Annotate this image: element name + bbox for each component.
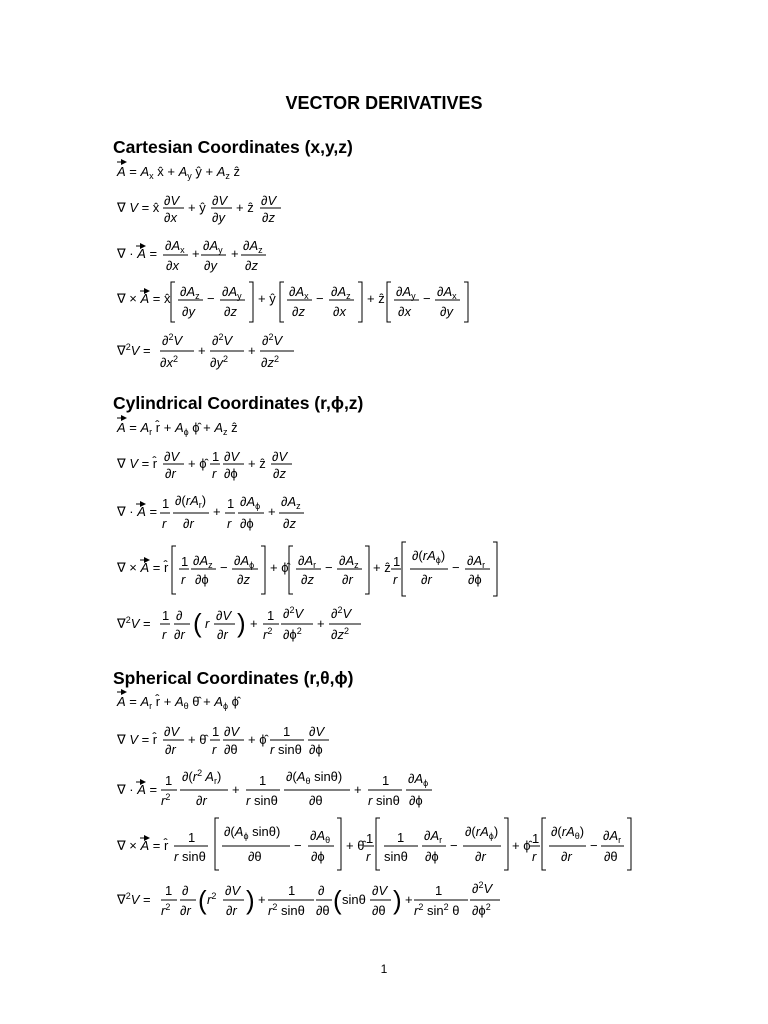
svg-text:∂ϕ: ∂ϕ: [240, 516, 254, 531]
svg-text:∂r: ∂r: [217, 627, 228, 642]
cartesian-divergence-equation: [116, 238, 266, 273]
svg-text:∂ϕ2: $\partial\phi^2$: [283, 626, 302, 642]
svg-text:+: +: [232, 782, 240, 797]
svg-text:∂ϕ: ∂ϕ: [409, 793, 423, 808]
svg-text:∂z2: $\partial z^2$: [261, 354, 279, 370]
svg-text:∂r: ∂r: [180, 903, 191, 918]
svg-text:∂r: ∂r: [183, 516, 194, 531]
svg-text:1: 1: [227, 496, 235, 511]
svg-text:∇ · A =: ∇ · A =: [117, 504, 158, 519]
svg-text:1: 1: [259, 773, 267, 788]
svg-text:r2: $r^2$: [161, 902, 171, 918]
svg-text:∂: ∂: [182, 883, 189, 898]
svg-text:+: +: [250, 616, 258, 631]
svg-text:∂Az: $\partial A_z$: [339, 553, 359, 570]
svg-text:∂V: ∂V: [372, 883, 388, 898]
svg-text:∂: ∂: [318, 883, 325, 898]
svg-text:∂V: ∂V: [261, 193, 277, 208]
svg-text:1: 1: [288, 883, 296, 898]
svg-text:∂2V: ∂$^2$V: [472, 880, 493, 896]
svg-text:∇ V = x̂: ∇ V = x̂: [117, 200, 160, 215]
svg-text:∂ϕ: ∂ϕ: [224, 466, 238, 481]
svg-text:∂(Aϕ sinθ): $\partial(A_\phi$ sinθ): [224, 824, 281, 841]
svg-text:r2 sinθ: $r^2$ sinθ: [268, 902, 305, 918]
svg-text:∂Ar: $\partial A_r$: [424, 828, 443, 845]
svg-text:r2: $r^2$: [207, 891, 217, 907]
svg-text:(: (: [333, 885, 342, 915]
svg-text:∇ × A = r̂: ∇ × A = r̂: [117, 560, 169, 575]
page-number: 1: [380, 962, 388, 976]
svg-text:∇ V = r̂: ∇ V = r̂: [117, 456, 158, 471]
svg-text:): ): [246, 885, 255, 915]
svg-text:r: r: [212, 742, 217, 757]
svg-text:+: +: [192, 246, 200, 261]
svg-text:1: 1: [532, 831, 540, 846]
svg-text:+ ẑ: + ẑ: [236, 200, 254, 215]
svg-text:1: 1: [188, 830, 196, 845]
svg-text:sinθ: sinθ: [342, 892, 366, 907]
svg-text:−: −: [220, 560, 228, 575]
svg-text:−: −: [452, 560, 460, 575]
svg-text:∂Aϕ: $\partial A_\phi$: [408, 771, 429, 788]
svg-text:∂Aϕ: $\partial A_\phi$: [240, 494, 261, 511]
svg-text:∂y2: $\partial y^2$: [210, 354, 228, 370]
spherical-gradient-equation: [116, 724, 329, 757]
svg-text:∂(Aθ sinθ): $\partial(A_\theta$ sinθ): [286, 769, 343, 786]
svg-text:∇ × A = x̂: ∇ × A = x̂: [117, 291, 171, 306]
svg-text:∂: ∂: [176, 608, 183, 623]
svg-text:∂y: ∂y: [204, 258, 217, 273]
svg-text:r2: $r^2$: [263, 626, 273, 642]
spherical-laplacian-equation: [116, 880, 500, 918]
svg-text:∂(rAϕ): $\partial(rA_\phi)$: [412, 548, 446, 565]
svg-text:r: r: [205, 616, 210, 631]
svg-text:+ ϕ̂: + ϕ̂: [248, 732, 267, 747]
svg-text:∂Ar: $\partial A_r$: [298, 553, 317, 570]
svg-text:∂r: ∂r: [421, 572, 432, 587]
cartesian-vector-field-equation: [116, 162, 240, 181]
svg-text:∂Az: $\partial A_z$: [180, 284, 200, 301]
spherical-curl-equation: [116, 818, 631, 870]
svg-text:∂V: ∂V: [225, 883, 241, 898]
svg-text:r: r: [393, 572, 398, 587]
cylindrical-curl-equation: [116, 542, 497, 596]
svg-text:∂z: ∂z: [273, 466, 286, 481]
svg-text:∂z2: $\partial z^2$: [331, 626, 349, 642]
svg-text:+: +: [405, 892, 413, 907]
svg-text:∂ϕ2: $\partial\phi^2$: [472, 902, 491, 918]
svg-text:∂Ay: $\partial A_y$: [203, 238, 223, 255]
svg-text:∇2V =: ∇$^2$V =: [117, 891, 151, 907]
svg-text:+: +: [317, 616, 325, 631]
cartesian-laplacian-equation: [116, 332, 294, 370]
svg-text:+ ẑ: + ẑ: [367, 291, 385, 306]
svg-text:1: 1: [212, 724, 220, 739]
svg-text:∂V: ∂V: [216, 608, 232, 623]
svg-text:r: r: [162, 516, 167, 531]
spherical-vector-field-equation: [116, 692, 242, 711]
svg-text:+ ϕ̂: + ϕ̂: [512, 838, 531, 853]
svg-text:∂Aθ: $\partial A_\theta$: [310, 828, 331, 845]
svg-text:∂Ar: $\partial A_r$: [467, 553, 486, 570]
svg-text:∂Ay: $\partial A_y$: [222, 284, 242, 301]
svg-text:−: −: [423, 291, 431, 306]
svg-text:+ ẑ: + ẑ: [373, 560, 391, 575]
svg-text:∂y: ∂y: [212, 210, 225, 225]
svg-text:∂Az: $\partial A_z$: [243, 238, 263, 255]
svg-text:+ ŷ: + ŷ: [188, 200, 206, 215]
cartesian-gradient-equation: [116, 193, 281, 225]
svg-text:∂Ay: $\partial A_y$: [396, 284, 416, 301]
svg-text:∂x: ∂x: [166, 258, 179, 273]
svg-text:+ θ̂: + θ̂: [346, 838, 365, 853]
svg-text:∇2V =: ∇$^2$V =: [117, 615, 151, 631]
svg-text:∂x: ∂x: [333, 304, 346, 319]
svg-text:∂Ax: $\partial A_x$: [437, 284, 457, 301]
svg-text:r2 sin2 θ: $r^2$ $\sin^2 \theta$: [414, 902, 460, 918]
svg-text:∂r: ∂r: [174, 627, 185, 642]
svg-text:∂V: ∂V: [164, 193, 180, 208]
svg-text:−: −: [316, 291, 324, 306]
svg-text:+ ϕ̂: + ϕ̂: [270, 560, 289, 575]
svg-text:+: +: [258, 892, 266, 907]
svg-text:∂r: ∂r: [475, 849, 486, 864]
svg-text:∂θ: ∂θ: [309, 793, 323, 808]
svg-text:∂y: ∂y: [182, 304, 195, 319]
svg-text:∂y: ∂y: [440, 304, 453, 319]
svg-text:r sinθ: r sinθ: [246, 793, 278, 808]
cylindrical-gradient-equation: [116, 449, 292, 481]
svg-text:∇ · A =: ∇ · A =: [117, 246, 158, 261]
svg-text:∂θ: ∂θ: [224, 742, 238, 757]
svg-text:A = Ar r̂ + Aθ θ̂ + Aϕ ϕ̂: $A = A_r$ r̂ + $A_\theta$ θ̂ + $A_\phi$ ϕ̂: [117, 694, 239, 711]
svg-text:+ ŷ: + ŷ: [258, 291, 276, 306]
svg-text:−: −: [590, 838, 598, 853]
page-title: VECTOR DERIVATIVES: [285, 93, 483, 113]
svg-text:∂V: ∂V: [224, 449, 240, 464]
svg-text:∂(rAϕ): $\partial(rA_\phi)$: [465, 824, 499, 841]
section-heading-spherical: Spherical Coordinates (r,θ,ϕ): [113, 668, 354, 688]
svg-text:∇2V =: ∇$^2$V =: [117, 342, 151, 358]
svg-text:∂2V: ∂$^2$V: [212, 332, 233, 348]
svg-text:A = Ax x̂ + Ay ŷ + Az ẑ: $A = A_x$ x̂ + $A_y$ ŷ + $A_z$ ẑ: [117, 164, 241, 181]
svg-text:+: +: [268, 504, 276, 519]
svg-text:∂Aϕ: $\partial A_\phi$: [234, 553, 255, 570]
svg-text:∇ · A =: ∇ · A =: [117, 782, 158, 797]
svg-text:∂z: ∂z: [237, 572, 250, 587]
svg-text:∂Ar: $\partial A_r$: [603, 828, 622, 845]
svg-text:1: 1: [397, 830, 405, 845]
svg-text:−: −: [325, 560, 333, 575]
cylindrical-divergence-equation: [116, 493, 304, 531]
svg-text:∂2V: ∂$^2$V: [283, 605, 304, 621]
svg-text:r: r: [366, 849, 371, 864]
svg-text:(: (: [193, 608, 202, 638]
svg-text:∂r: ∂r: [561, 849, 572, 864]
svg-text:∂Az: $\partial A_z$: [281, 494, 301, 511]
svg-text:∇ V = r̂: ∇ V = r̂: [117, 732, 158, 747]
svg-text:r: r: [212, 466, 217, 481]
svg-text:∇ × A = r̂: ∇ × A = r̂: [117, 838, 169, 853]
svg-text:+: +: [198, 343, 206, 358]
svg-text:∂r: ∂r: [342, 572, 353, 587]
svg-text:−: −: [450, 838, 458, 853]
svg-text:∂V: ∂V: [164, 449, 180, 464]
svg-text:∂z: ∂z: [283, 516, 296, 531]
svg-text:∂ϕ: ∂ϕ: [468, 572, 482, 587]
cylindrical-laplacian-equation: [116, 605, 361, 642]
svg-text:1: 1: [212, 449, 220, 464]
svg-text:∂x2: $\partial x^2$: [160, 354, 178, 370]
svg-text:∂V: ∂V: [272, 449, 288, 464]
svg-text:∂ϕ: ∂ϕ: [425, 849, 439, 864]
svg-text:∂2V: ∂$^2$V: [162, 332, 183, 348]
svg-text:1: 1: [162, 496, 170, 511]
cylindrical-vector-field-equation: [116, 418, 238, 437]
svg-text:1: 1: [181, 554, 189, 569]
svg-text:r: r: [162, 627, 167, 642]
svg-text:1: 1: [366, 831, 374, 846]
svg-text:∂2V: ∂$^2$V: [262, 332, 283, 348]
svg-text:+: +: [231, 246, 239, 261]
svg-text:∂V: ∂V: [164, 724, 180, 739]
svg-text:1: 1: [267, 608, 275, 623]
svg-text:r: r: [227, 516, 232, 531]
svg-text:A = Ar r̂ + Aϕ ϕ̂ + Az ẑ: $A = A_r$ r̂ + $A_\phi$ ϕ̂ + $A_z$ ẑ: [117, 420, 238, 437]
svg-text:+ ẑ: + ẑ: [248, 456, 266, 471]
svg-text:): ): [237, 608, 246, 638]
svg-text:1: 1: [435, 883, 443, 898]
svg-text:∂r: ∂r: [226, 903, 237, 918]
svg-text:+: +: [354, 782, 362, 797]
svg-text:1: 1: [283, 724, 291, 739]
svg-text:∂z: ∂z: [245, 258, 258, 273]
svg-text:r2: $r^2$: [161, 792, 171, 808]
svg-text:∂Ax: $\partial A_x$: [165, 238, 185, 255]
svg-text:∂V: ∂V: [212, 193, 228, 208]
svg-text:∂θ: ∂θ: [316, 903, 330, 918]
svg-text:+ θ̂: + θ̂: [188, 732, 207, 747]
svg-text:r sinθ: r sinθ: [368, 793, 400, 808]
svg-text:+ ϕ̂: + ϕ̂: [188, 456, 207, 471]
svg-text:∂r: ∂r: [165, 742, 176, 757]
svg-text:∂ϕ: ∂ϕ: [195, 572, 209, 587]
svg-text:∂z: ∂z: [301, 572, 314, 587]
svg-text:r: r: [181, 572, 186, 587]
svg-text:∂(r2 Ar): $\partial(r^2$ $A_r$): [182, 768, 222, 786]
svg-text:−: −: [207, 291, 215, 306]
svg-text:1: 1: [162, 608, 170, 623]
svg-text:∂(rAr): $\partial(rA_r)$: [175, 493, 207, 510]
svg-text:∂Ax: $\partial A_x$: [289, 284, 309, 301]
svg-text:r: r: [532, 849, 537, 864]
svg-text:1: 1: [393, 554, 401, 569]
svg-text:1: 1: [382, 773, 390, 788]
svg-text:∂ϕ: ∂ϕ: [309, 742, 323, 757]
svg-text:(: (: [198, 885, 207, 915]
svg-text:1: 1: [165, 773, 173, 788]
svg-text:∂x: ∂x: [398, 304, 411, 319]
section-heading-cylindrical: Cylindrical Coordinates (r,ϕ,z): [113, 393, 364, 413]
svg-text:): ): [393, 885, 402, 915]
svg-text:∂V: ∂V: [224, 724, 240, 739]
svg-text:∂θ: ∂θ: [372, 903, 386, 918]
svg-text:∂z: ∂z: [224, 304, 237, 319]
svg-text:∂2V: ∂$^2$V: [331, 605, 352, 621]
section-heading-cartesian: Cartesian Coordinates (x,y,z): [113, 137, 353, 157]
svg-text:∂ϕ: ∂ϕ: [311, 849, 325, 864]
svg-text:∂r: ∂r: [196, 793, 207, 808]
svg-text:+: +: [248, 343, 256, 358]
svg-text:sinθ: sinθ: [384, 849, 408, 864]
svg-text:∂z: ∂z: [262, 210, 275, 225]
svg-text:∂θ: ∂θ: [248, 849, 262, 864]
cartesian-curl-equation: [116, 282, 468, 322]
svg-text:r sinθ: r sinθ: [174, 849, 206, 864]
svg-text:∂x: ∂x: [164, 210, 177, 225]
spherical-divergence-equation: [116, 768, 432, 808]
svg-text:∂Az: $\partial A_z$: [193, 553, 213, 570]
svg-text:∂(rAθ): $\partial(rA_\theta)$: [551, 824, 585, 841]
svg-text:+: +: [213, 504, 221, 519]
svg-text:−: −: [294, 838, 302, 853]
svg-text:∂Az: $\partial A_z$: [331, 284, 351, 301]
svg-text:∂z: ∂z: [292, 304, 305, 319]
svg-text:∂V: ∂V: [309, 724, 325, 739]
svg-text:∂r: ∂r: [165, 466, 176, 481]
svg-text:∂θ: ∂θ: [604, 849, 618, 864]
svg-text:r sinθ: r sinθ: [270, 742, 302, 757]
svg-text:1: 1: [165, 883, 173, 898]
